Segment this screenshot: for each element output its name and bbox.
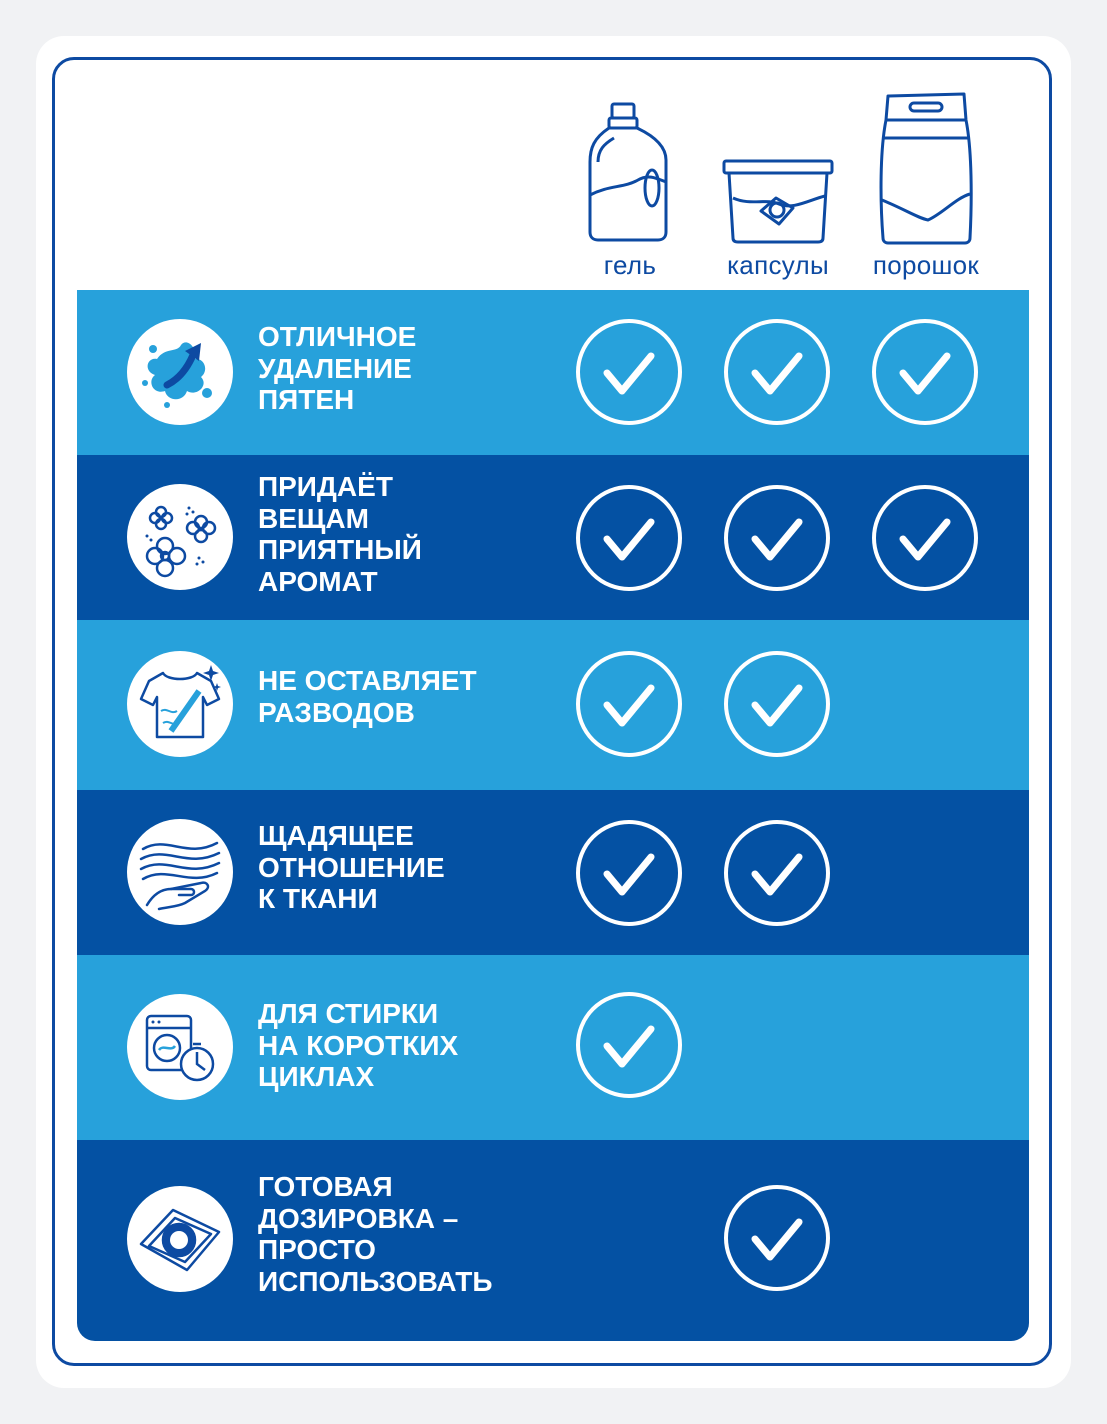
feature-label: ГОТОВАЯ ДОЗИРОВКА – ПРОСТО ИСПОЛЬЗОВАТЬ: [258, 1171, 493, 1297]
check-icon-gel: [575, 819, 683, 927]
tshirt-sparkle-icon: [127, 651, 233, 757]
feature-label: НЕ ОСТАВЛЯЕТ РАЗВОДОВ: [258, 665, 477, 728]
comparison-table: [77, 290, 1029, 1341]
feature-row-ready-dose: [77, 1140, 1029, 1341]
powder-bag-icon: [876, 90, 976, 250]
feature-row-stain-removal: [77, 290, 1029, 455]
feature-label: ОТЛИЧНОЕ УДАЛЕНИЕ ПЯТЕН: [258, 321, 417, 415]
capsules-tub-icon: [721, 156, 837, 246]
feature-row-scent: [77, 455, 1029, 620]
gel-bottle-icon: [584, 100, 674, 245]
product-label-capsules: капсулы: [727, 250, 829, 280]
check-icon-capsules: [723, 318, 831, 426]
check-icon-gel: [575, 650, 683, 758]
washer-timer-icon: [127, 994, 233, 1100]
check-icon-gel: [575, 991, 683, 1099]
check-icon-capsules: [723, 819, 831, 927]
feature-label: ЩАДЯЩЕЕ ОТНОШЕНИЕ К ТКАНИ: [258, 820, 445, 914]
product-label-gel: гель: [603, 250, 657, 280]
feature-label: ПРИДАЁТ ВЕЩАМ ПРИЯТНЫЙ АРОМАТ: [258, 471, 422, 597]
stain-splash-icon: [127, 319, 233, 425]
check-icon-powder: [871, 318, 979, 426]
fabric-hand-icon: [127, 819, 233, 925]
check-icon-capsules: [723, 1184, 831, 1292]
feature-row-gentle: [77, 790, 1029, 955]
check-icon-capsules: [723, 484, 831, 592]
feature-row-short-cycles: [77, 955, 1029, 1140]
feature-label: ДЛЯ СТИРКИ НА КОРОТКИХ ЦИКЛАХ: [258, 998, 459, 1092]
product-label-powder: порошок: [872, 250, 980, 280]
check-icon-capsules: [723, 650, 831, 758]
check-icon-gel: [575, 484, 683, 592]
check-icon-gel: [575, 318, 683, 426]
feature-row-no-streaks: [77, 620, 1029, 790]
capsule-dose-icon: [127, 1186, 233, 1292]
product-header: [0, 0, 1107, 290]
flowers-scent-icon: [127, 484, 233, 590]
check-icon-powder: [871, 484, 979, 592]
